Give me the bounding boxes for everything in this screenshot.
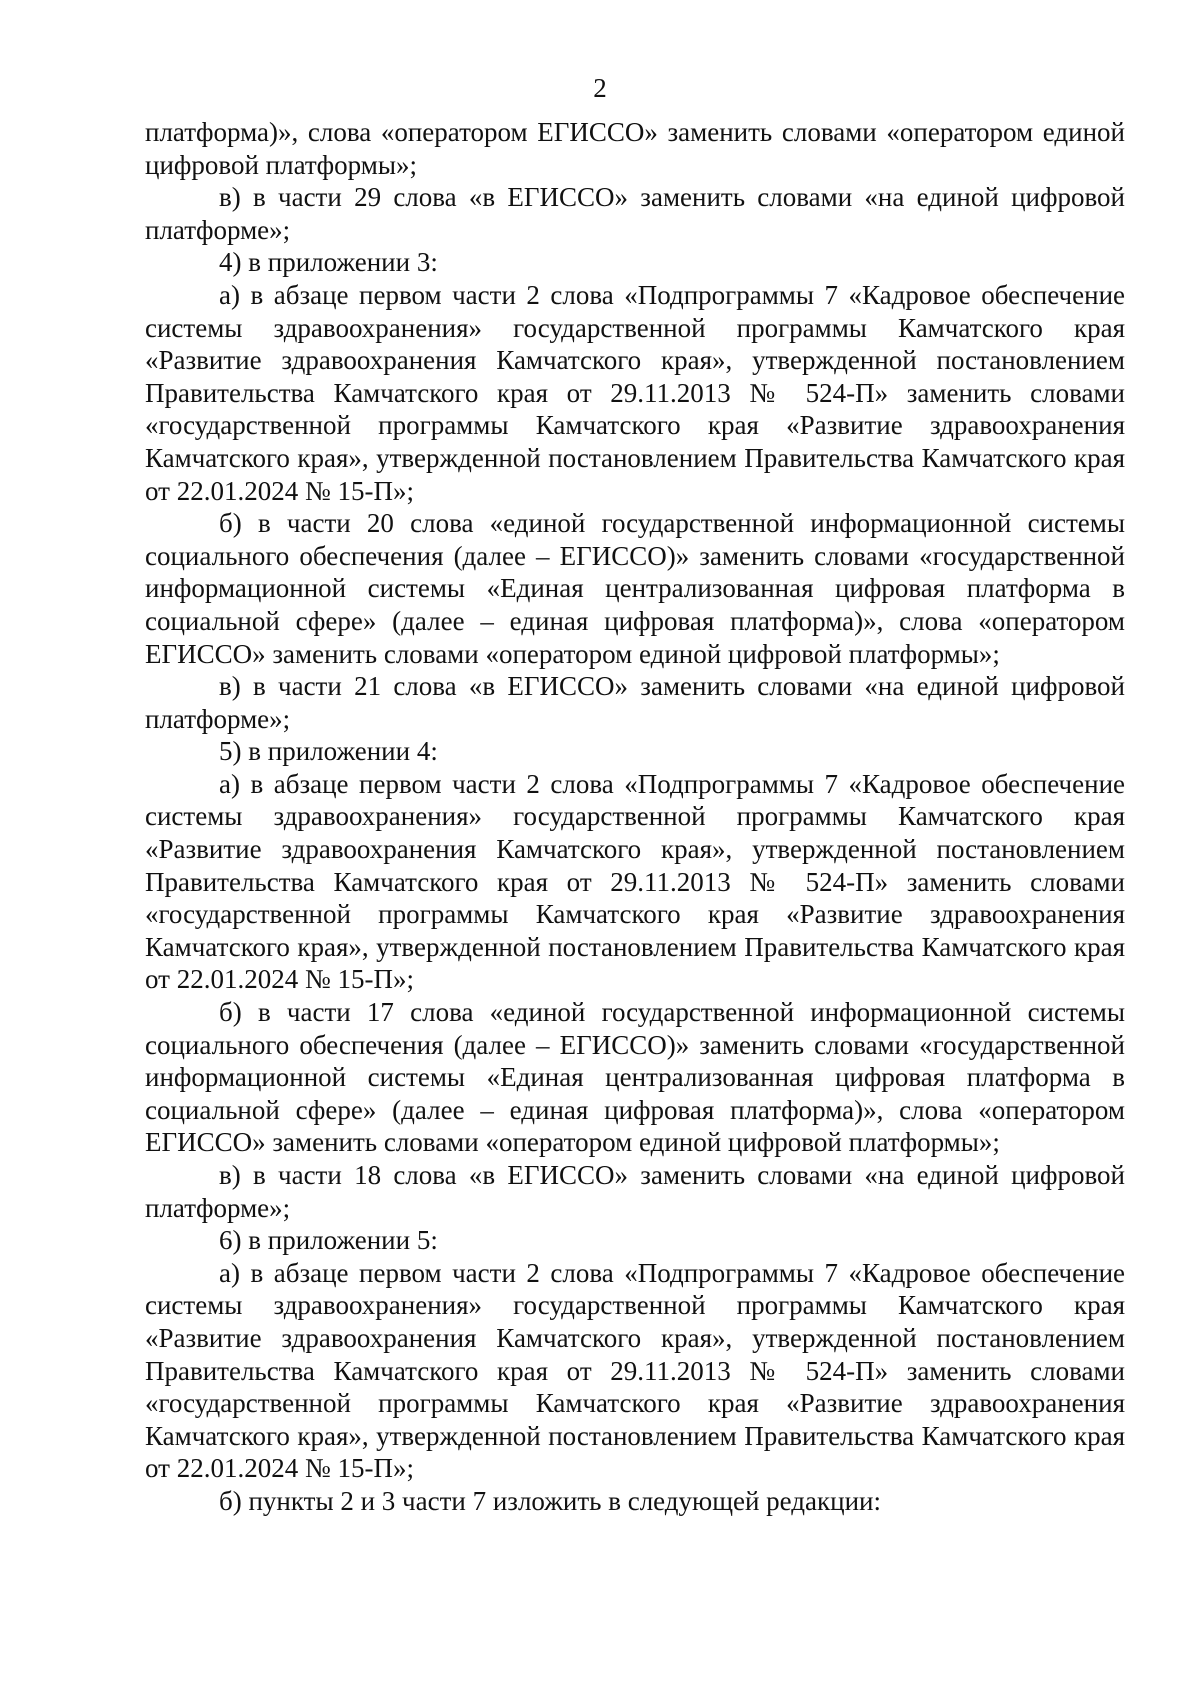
paragraph-item-b-part-17: б) в части 17 слова «единой государственной информационной системы социального обеспечения (далее – ЕГИССО)» заменить словами «государственной информационной системы «Единая централизованная цифровая платформа в социальной сфере» (далее – единая цифровая платформа)», слова «оператором ЕГИССО» заменить словами «оператором единой цифровой платформы»; xyxy=(145,997,1125,1158)
paragraph-item-a-appendix-4: а) в абзаце первом части 2 слова «Подпрограммы 7 «Кадровое обеспечение системы здравоохранения» государственной программы Камчатского края «Развитие здравоохранения Камчатского края», утвержденной постановлением Правительства Камчатского края от 29.11.2013 № 524-П» заменить словами «государственной программы Камчатского края «Развитие здравоохранения Камчатского края», утвержденной постановлением Правительства Камчатского края от 22.01.2024 № 15-П»; xyxy=(145,768,1125,995)
paragraph-appendix-5: 6) в приложении 5: xyxy=(219,1225,438,1256)
page-number: 2 xyxy=(593,73,607,103)
paragraph-appendix-3: 4) в приложении 3: xyxy=(219,247,438,278)
paragraph-item-a-appendix-3: а) в абзаце первом части 2 слова «Подпрограммы 7 «Кадровое обеспечение системы здравоохранения» государственной программы Камчатского края «Развитие здравоохранения Камчатского края», утвержденной постановлением Правительства Камчатского края от 29.11.2013 № 524-П» заменить словами «государственной программы Камчатского края «Развитие здравоохранения Камчатского края», утвержденной постановлением Правительства Камчатского края от 22.01.2024 № 15-П»; xyxy=(145,279,1125,506)
paragraph-item-v-part-18: в) в части 18 слова «в ЕГИССО» заменить словами «на единой цифровой платформе»; xyxy=(145,1160,1125,1223)
paragraph-item-b-part-7: б) пункты 2 и 3 части 7 изложить в следующей редакции: xyxy=(219,1485,881,1516)
document-body xyxy=(145,116,1125,1518)
paragraph-item-v-part-29: в) в части 29 слова «в ЕГИССО» заменить словами «на единой цифровой платформе»; xyxy=(145,182,1125,245)
paragraph-item-a-appendix-5: а) в абзаце первом части 2 слова «Подпрограммы 7 «Кадровое обеспечение системы здравоохранения» государственной программы Камчатского края «Развитие здравоохранения Камчатского края», утвержденной постановлением Правительства Камчатского края от 29.11.2013 № 524-П» заменить словами «государственной программы Камчатского края «Развитие здравоохранения Камчатского края», утвержденной постановлением Правительства Камчатского края от 22.01.2024 № 15-П»; xyxy=(145,1257,1125,1484)
paragraph-continuation: платформа)», слова «оператором ЕГИССО» заменить словами «оператором единой цифровой платформы»; xyxy=(145,117,1125,180)
paragraph-item-b-part-20: б) в части 20 слова «единой государственной информационной системы социального обеспечения (далее – ЕГИССО)» заменить словами «государственной информационной системы «Единая централизованная цифровая платформа в социальной сфере» (далее – единая цифровая платформа)», слова «оператором ЕГИССО» заменить словами «оператором единой цифровой платформы»; xyxy=(145,508,1125,669)
paragraph-item-v-part-21: в) в части 21 слова «в ЕГИССО» заменить словами «на единой цифровой платформе»; xyxy=(145,671,1125,734)
paragraph-appendix-4: 5) в приложении 4: xyxy=(219,736,438,767)
